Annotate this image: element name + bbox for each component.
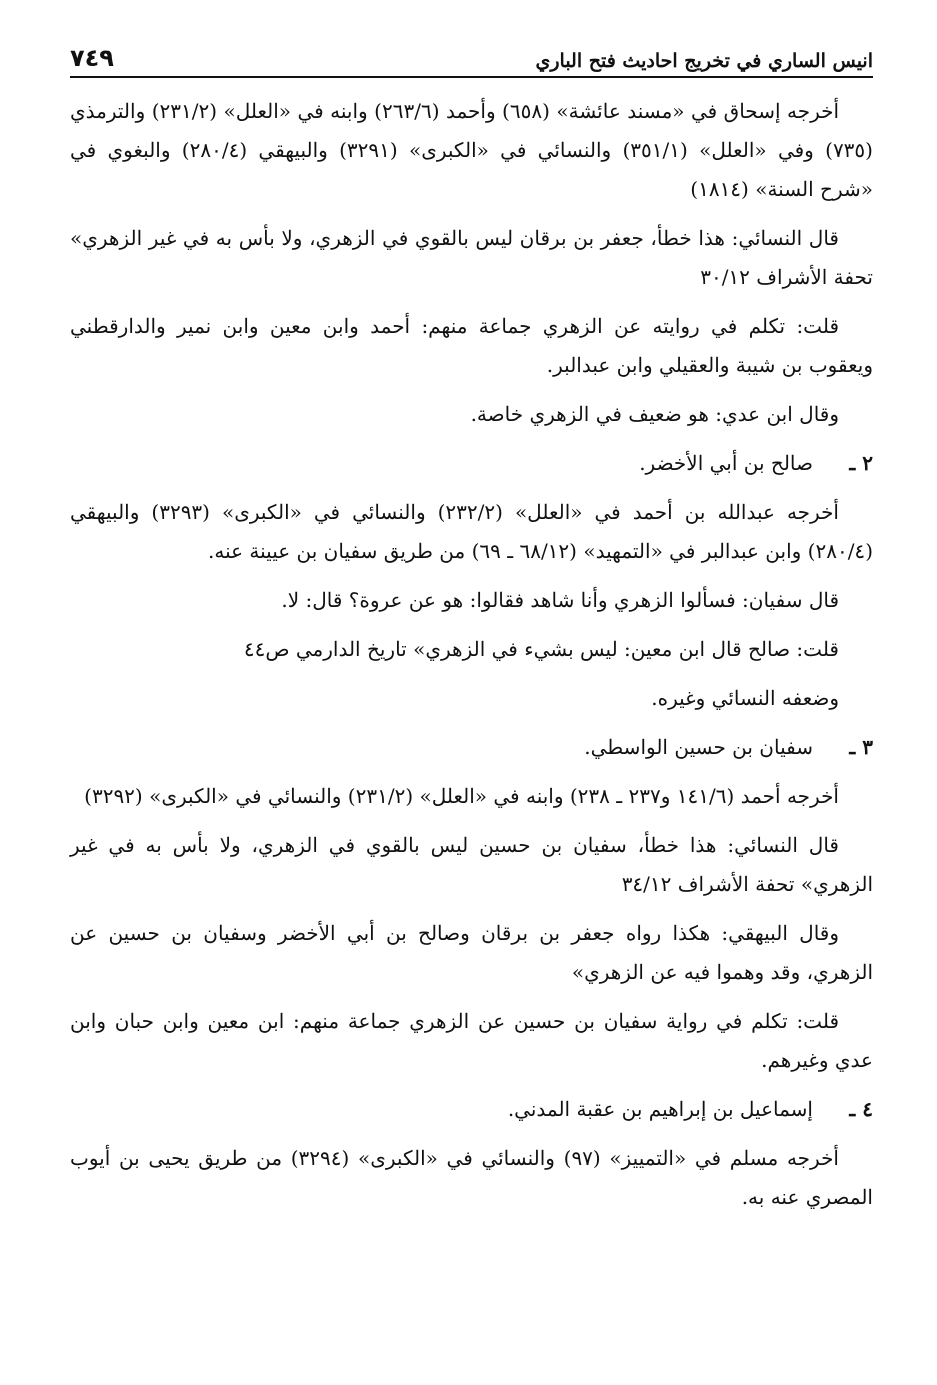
running-header — [70, 34, 873, 72]
paragraph: أخرجه أحمد (١٤١/٦ و٢٣٧ ـ ٢٣٨) وابنه في «العلل» (٢٣١/٢) والنسائي في «الكبرى» (٣٢٩٢) — [84, 784, 839, 808]
item-title: سفيان بن حسين الواسطي. — [584, 735, 813, 759]
narrator-heading — [70, 728, 873, 767]
header-rule — [70, 76, 873, 78]
paragraph: وقال ابن عدي: هو ضعيف في الزهري خاصة. — [470, 402, 839, 426]
item-title: إسماعيل بن إبراهيم بن عقبة المدني. — [507, 1097, 813, 1121]
narrator-heading — [70, 1090, 873, 1129]
paragraph: قلت: تكلم في رواية سفيان بن حسين عن الزهري جماعة منهم: ابن معين وابن حبان وابن عدي وغيرهم. — [70, 1009, 873, 1072]
item-number: ٣ ـ — [849, 735, 873, 759]
item-title: صالح بن أبي الأخضر. — [639, 451, 813, 475]
item-number: ٤ ـ — [849, 1097, 873, 1121]
page-number: ٧٤٩ — [70, 44, 114, 72]
body-text — [70, 92, 873, 1217]
narrator-heading — [70, 444, 873, 483]
paragraph: أخرجه إسحاق في «مسند عائشة» (٦٥٨) وأحمد (٢٦٣/٦) وابنه في «العلل» (٢٣١/٢) والترمذي (٧٣٥) وفي «العلل» (٣٥١/١) والنسائي في «الكبرى» (٣٢٩١) والبيهقي (٢٨٠/٤) والبغوي في «شرح السنة» (١٨١٤) — [70, 99, 873, 201]
paragraph: أخرجه عبدالله بن أحمد في «العلل» (٢٣٢/٢) والنسائي في «الكبرى» (٣٢٩٣) والبيهقي (٢٨٠/٤) وابن عبدالبر في «التمهيد» (٦٨/١٢ ـ ٦٩) من طريق سفيان بن عيينة عنه. — [70, 500, 873, 563]
paragraph: قلت: صالح قال ابن معين: ليس بشيء في الزهري» تاريخ الدارمي ص٤٤ — [243, 637, 839, 661]
paragraph: قال النسائي: هذا خطأ، جعفر بن برقان ليس بالقوي في الزهري، ولا بأس به في غير الزهري» تحفة الأشراف ٣٠/١٢ — [70, 226, 873, 289]
paragraph: وقال البيهقي: هكذا رواه جعفر بن برقان وصالح بن أبي الأخضر وسفيان بن حسين عن الزهري، وقد وهموا فيه عن الزهري» — [70, 921, 873, 984]
paragraph: قال سفيان: فسألوا الزهري وأنا شاهد فقالوا: هو عن عروة؟ قال: لا. — [281, 588, 839, 612]
paragraph: وضعفه النسائي وغيره. — [651, 686, 839, 710]
book-title: انيس الساري في تخريج احاديث فتح الباري — [535, 50, 873, 72]
item-number: ٢ ـ — [849, 451, 873, 475]
paragraph: قلت: تكلم في روايته عن الزهري جماعة منهم: أحمد وابن معين وابن نمير والدارقطني ويعقوب بن شيبة والعقيلي وابن عبدالبر. — [70, 314, 873, 377]
page — [70, 34, 873, 1227]
paragraph: أخرجه مسلم في «التمييز» (٩٧) والنسائي في «الكبرى» (٣٢٩٤) من طريق يحيى بن أيوب المصري عنه به. — [70, 1146, 873, 1209]
paragraph: قال النسائي: هذا خطأ، سفيان بن حسين ليس بالقوي في الزهري، ولا بأس به في غير الزهري» تحفة الأشراف ٣٤/١٢ — [70, 833, 873, 896]
